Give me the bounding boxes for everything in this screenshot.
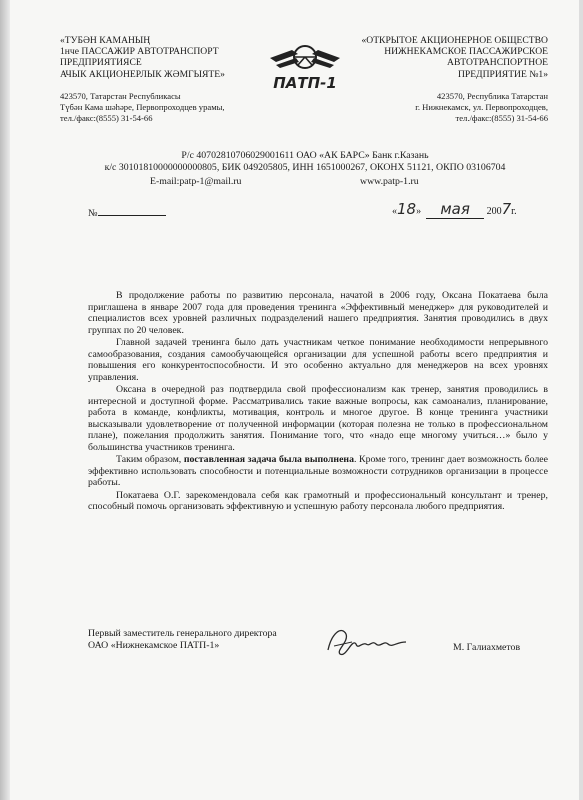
logo-text: ПАТП-1 <box>273 74 337 92</box>
year-suffix: г. <box>511 206 517 217</box>
letter-body <box>88 290 548 514</box>
address-line: 423570, Республика Татарстан <box>436 90 548 101</box>
bank-details <box>60 150 550 174</box>
signatory-title <box>88 628 277 652</box>
scan-edge-right <box>579 0 583 800</box>
website-address: www.patp-1.ru <box>360 176 419 187</box>
number-label: № <box>88 208 98 219</box>
email-address: E-mail:patp-1@mail.ru <box>150 176 242 187</box>
address-line: 423570, Татарстан Республикасы <box>60 90 181 101</box>
letter-date <box>392 200 542 219</box>
paragraph-lead: Таким образом, <box>116 454 184 465</box>
header-left-line: ПРЕДПРИЯТИЯСЕ <box>60 57 142 69</box>
paragraph-emphasis: поставленная задача была выполнена <box>183 454 354 465</box>
address-line: тел./факс:(8555) 31-54-66 <box>60 112 153 123</box>
paragraph: В продолжение работы по развитию персонала, начатой в 2006 году, Оксана Покатаева была приглашена в январе 2007 года для проведения тренинга «Эффективный менеджер» для руководителей и специалистов всех уровней различных подразделений нашего предприятия. Занятия проводились в двух группах по 20 человек. <box>88 290 548 336</box>
address-line: тел./факс:(8555) 31-54-66 <box>455 112 548 123</box>
header-left-line: АЧЫК АКЦИОНЕРЛЫК ЖӘМГЫЯТЕ» <box>60 68 225 80</box>
paragraph <box>88 454 548 489</box>
header-right <box>343 35 548 124</box>
company-logo <box>262 36 348 98</box>
date-day: 18 <box>397 200 417 218</box>
header-right-line: НИЖНЕКАМСКОЕ ПАССАЖИРСКОЕ <box>384 46 548 58</box>
signatory-position: Первый заместитель генерального директора <box>88 628 277 639</box>
number-blank <box>98 206 166 216</box>
header-right-address <box>343 91 548 124</box>
paragraph: Покатаева О.Г. зарекомендовала себя как грамотный и профессиональный консультант и тренер, способный помочь организовать эффективную и успешную работу персонала любого предприятия. <box>88 489 548 512</box>
header-left-line: 1нче ПАССАЖИР АВТОТРАНСПОРТ <box>60 46 219 58</box>
signatory-company: ОАО «Нижнекамское ПАТП-1» <box>88 640 220 651</box>
reference-number <box>88 206 166 219</box>
header-right-line: ПРЕДПРИЯТИЕ №1» <box>457 68 548 80</box>
bank-account-line: Р/с 40702810706029001611 ОАО «АК БАРС» Банк г.Казань <box>181 150 429 161</box>
address-line: Түбән Кама шәһәре, Первопроходцев урамы, <box>60 101 225 112</box>
handwritten-signature <box>322 620 412 664</box>
bank-codes-line: к/с 30101810000000000805, БИК 049205805, ИНН 1651000267, ОКОНХ 51121, ОКПО 03106704 <box>104 162 506 173</box>
paragraph-rest: . Кроме того, тренинг дает возможность более эффективно использовать способности и потенциальные возможности сотрудников организации в процессе работы. <box>88 454 548 488</box>
date-open: « <box>392 206 397 217</box>
header-right-line: АВТОТРАНСПОРТНОЕ <box>447 57 548 69</box>
signatory-name: М. Галиахметов <box>453 642 521 653</box>
header-right-line: «ОТКРЫТОЕ АКЦИОНЕРНОЕ ОБЩЕСТВО <box>361 35 548 46</box>
paragraph: Оксана в очередной раз подтвердила свой профессионализм как тренер, занятия проводились в интересной и доступной форме. Рассматривались такие важные вопросы, как самоанализ, планирование, работа в команде, конфликты, мотивация, контроль и многое другое. В конце тренинга участники высказывали удовлетворение от полученной информации (которая полезна не только в профессиональном плане), пожелания продолжить занятия. Понимание того, что «надо еще многому учиться…» было у большинства участников тренинга. <box>88 384 548 453</box>
date-close: » <box>416 206 422 217</box>
paragraph: Главной задачей тренинга было дать участникам четкое понимание необходимости непрерывного самообразования, создания самообучающейся организации для успешной работы всего предприятия и повышения его конкурентоспособности. И это особенно актуально для менеджеров на всех уровнях управления. <box>88 337 548 383</box>
year-digit: 7 <box>501 200 512 218</box>
scan-edge-shadow <box>0 0 10 800</box>
header-left-line: «ТУБӘН КАМАНЫҢ <box>60 35 151 46</box>
header-left-address <box>60 91 250 124</box>
date-month: мая <box>426 200 484 219</box>
year-prefix: 200 <box>486 206 502 217</box>
header-left <box>60 35 250 124</box>
address-line: г. Нижнекамск, ул. Первопроходцев, <box>415 101 548 112</box>
